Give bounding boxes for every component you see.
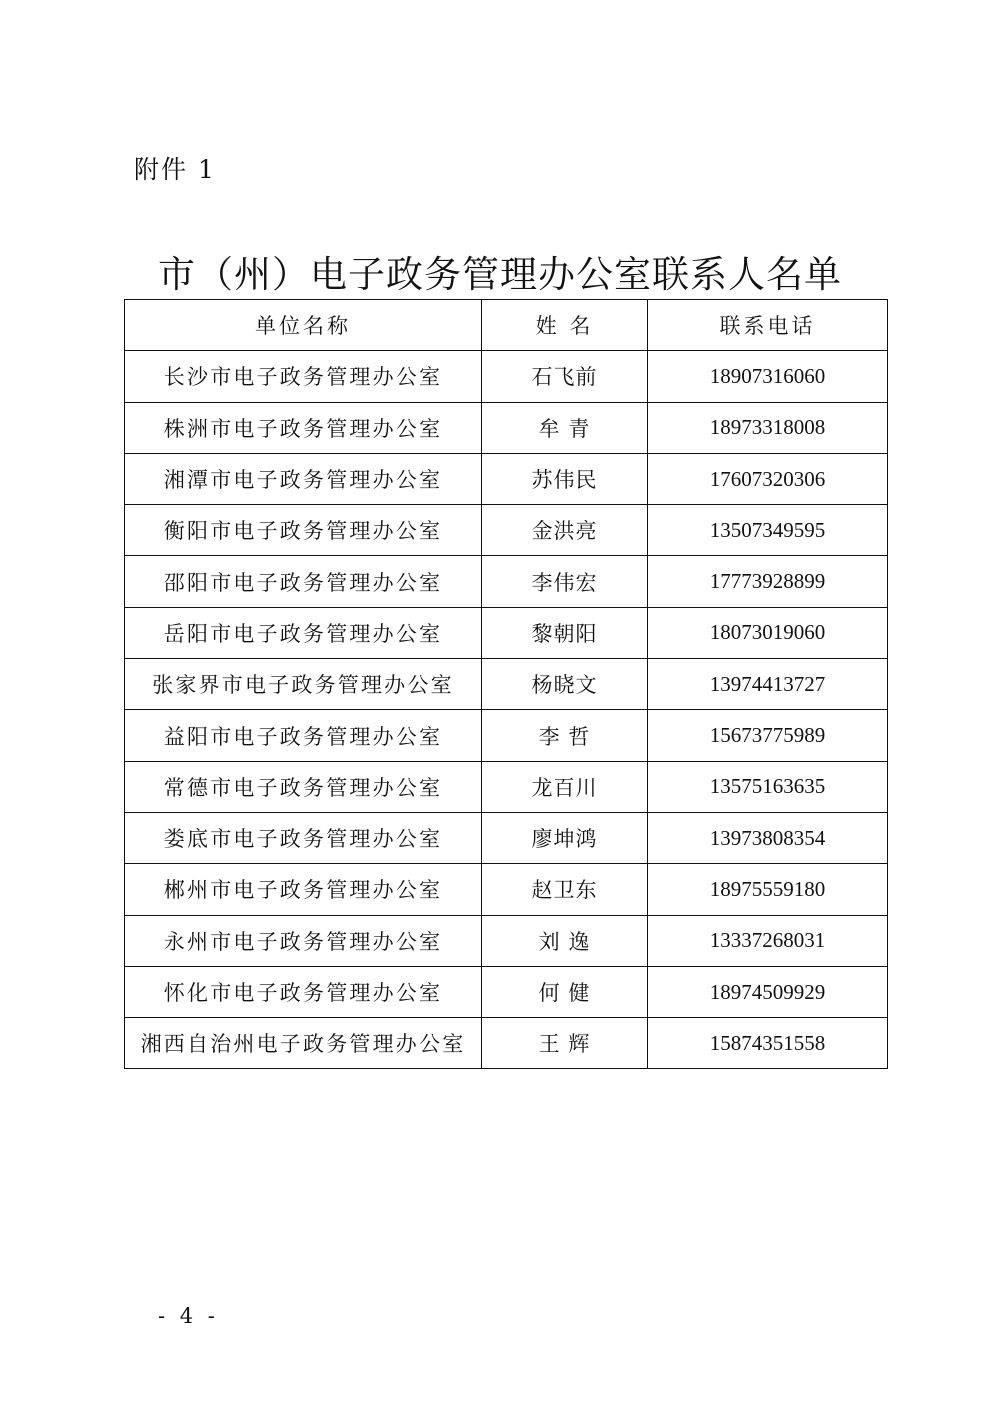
table-row (125, 812, 888, 863)
table-row (125, 453, 888, 504)
unit-cell: 衡阳市电子政务管理办公室 (125, 505, 482, 556)
table-row (125, 915, 888, 966)
phone-cell: 13575163635 (648, 761, 888, 812)
unit-cell: 湘潭市电子政务管理办公室 (125, 453, 482, 504)
contact-name-cell: 廖坤鸿 (482, 812, 648, 863)
phone-cell: 13974413727 (648, 659, 888, 710)
unit-cell: 郴州市电子政务管理办公室 (125, 864, 482, 915)
phone-cell: 18907316060 (648, 351, 888, 402)
page-number: - 4 - (158, 1304, 219, 1328)
phone-cell: 13507349595 (648, 505, 888, 556)
contact-name-cell: 苏伟民 (482, 453, 648, 504)
unit-cell: 娄底市电子政务管理办公室 (125, 812, 482, 863)
column-header-name: 姓 名 (482, 300, 648, 351)
table-row (125, 402, 888, 453)
contact-name-cell: 牟 青 (482, 402, 648, 453)
table-row (125, 556, 888, 607)
phone-cell: 18973318008 (648, 402, 888, 453)
contact-name-cell: 石飞前 (482, 351, 648, 402)
unit-cell: 常德市电子政务管理办公室 (125, 761, 482, 812)
unit-cell: 永州市电子政务管理办公室 (125, 915, 482, 966)
phone-cell: 18073019060 (648, 607, 888, 658)
unit-cell: 株洲市电子政务管理办公室 (125, 402, 482, 453)
phone-cell: 13337268031 (648, 915, 888, 966)
phone-cell: 18974509929 (648, 966, 888, 1017)
attachment-label: 附件 1 (134, 155, 216, 184)
contact-name-cell: 杨晓文 (482, 659, 648, 710)
contact-name-cell: 黎朝阳 (482, 607, 648, 658)
phone-cell: 15673775989 (648, 710, 888, 761)
contact-table (124, 299, 888, 1069)
table-row (125, 1018, 888, 1069)
phone-cell: 18975559180 (648, 864, 888, 915)
contact-name-cell: 赵卫东 (482, 864, 648, 915)
table-row (125, 761, 888, 812)
column-header-phone: 联系电话 (648, 300, 888, 351)
table-row (125, 966, 888, 1017)
contact-name-cell: 何 健 (482, 966, 648, 1017)
table-row (125, 864, 888, 915)
table-row (125, 351, 888, 402)
page-title: 市（州）电子政务管理办公室联系人名单 (158, 253, 842, 296)
phone-cell: 17773928899 (648, 556, 888, 607)
contact-name-cell: 金洪亮 (482, 505, 648, 556)
unit-cell: 邵阳市电子政务管理办公室 (125, 556, 482, 607)
unit-cell: 湘西自治州电子政务管理办公室 (125, 1018, 482, 1069)
table-row (125, 607, 888, 658)
phone-cell: 17607320306 (648, 453, 888, 504)
unit-cell: 张家界市电子政务管理办公室 (125, 659, 482, 710)
contact-name-cell: 李 哲 (482, 710, 648, 761)
contact-name-cell: 李伟宏 (482, 556, 648, 607)
column-header-unit: 单位名称 (125, 300, 482, 351)
unit-cell: 长沙市电子政务管理办公室 (125, 351, 482, 402)
table-header-row (125, 300, 888, 351)
contact-name-cell: 王 辉 (482, 1018, 648, 1069)
unit-cell: 怀化市电子政务管理办公室 (125, 966, 482, 1017)
phone-cell: 13973808354 (648, 812, 888, 863)
unit-cell: 益阳市电子政务管理办公室 (125, 710, 482, 761)
contact-name-cell: 龙百川 (482, 761, 648, 812)
phone-cell: 15874351558 (648, 1018, 888, 1069)
unit-cell: 岳阳市电子政务管理办公室 (125, 607, 482, 658)
table-row (125, 710, 888, 761)
table-row (125, 659, 888, 710)
table-row (125, 505, 888, 556)
contact-name-cell: 刘 逸 (482, 915, 648, 966)
